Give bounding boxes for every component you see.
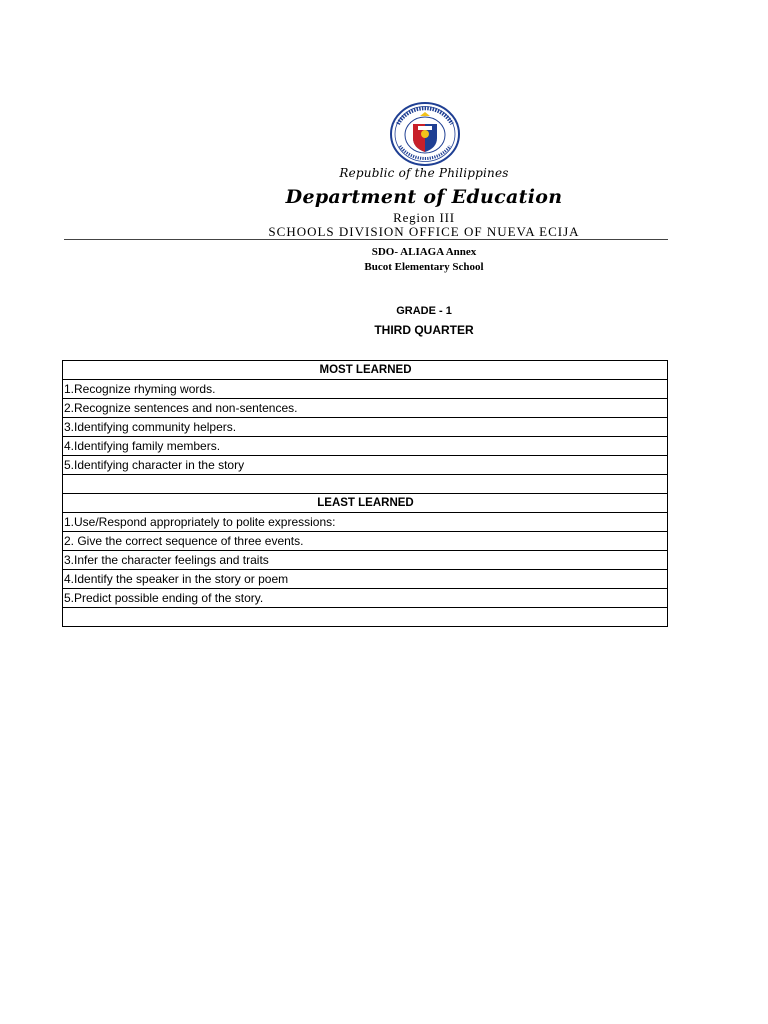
most-learned-item: 2.Recognize sentences and non-sentences. xyxy=(63,399,668,418)
header-divider xyxy=(64,239,668,240)
table-row xyxy=(63,399,668,418)
table-row xyxy=(63,513,668,532)
most-learned-item: 5.Identifying character in the story xyxy=(63,456,668,475)
most-learned-item xyxy=(63,475,668,494)
least-learned-item: 4.Identify the speaker in the story or poem xyxy=(63,570,668,589)
least-learned-item xyxy=(63,608,668,627)
grade-label: GRADE - 1 xyxy=(396,305,452,317)
table-row xyxy=(63,608,668,627)
table-row xyxy=(63,551,668,570)
section-header-row xyxy=(63,494,668,513)
least-learned-item: 2. Give the correct sequence of three events. xyxy=(63,532,668,551)
most-learned-item: 4.Identifying family members. xyxy=(63,437,668,456)
table-row xyxy=(63,589,668,608)
table-row xyxy=(63,437,668,456)
table-row xyxy=(63,456,668,475)
quarter-label: THIRD QUARTER xyxy=(374,323,474,337)
table-row xyxy=(63,570,668,589)
region-label: Region III xyxy=(393,210,455,225)
most-learned-heading: MOST LEARNED xyxy=(63,361,668,380)
deped-seal-logo xyxy=(389,102,461,166)
most-learned-item: 1.Recognize rhyming words. xyxy=(63,380,668,399)
table-row xyxy=(63,418,668,437)
table-row xyxy=(63,475,668,494)
table-row xyxy=(63,380,668,399)
least-learned-item: 5.Predict possible ending of the story. xyxy=(63,589,668,608)
school-name: Bucot Elementary School xyxy=(364,261,484,273)
most-learned-item: 3.Identifying community helpers. xyxy=(63,418,668,437)
department-title: Department of Education xyxy=(285,186,563,208)
least-learned-heading: LEAST LEARNED xyxy=(63,494,668,513)
republic-heading: Republic of the Philippines xyxy=(339,166,509,180)
table-row xyxy=(63,532,668,551)
least-learned-item: 1.Use/Respond appropriately to polite expressions: xyxy=(63,513,668,532)
division-label: SCHOOLS DIVISION OFFICE OF NUEVA ECIJA xyxy=(268,224,580,239)
sdo-label: SDO- ALIAGA Annex xyxy=(371,246,477,258)
competency-table xyxy=(62,360,668,627)
least-learned-item: 3.Infer the character feelings and traits xyxy=(63,551,668,570)
section-header-row xyxy=(63,361,668,380)
